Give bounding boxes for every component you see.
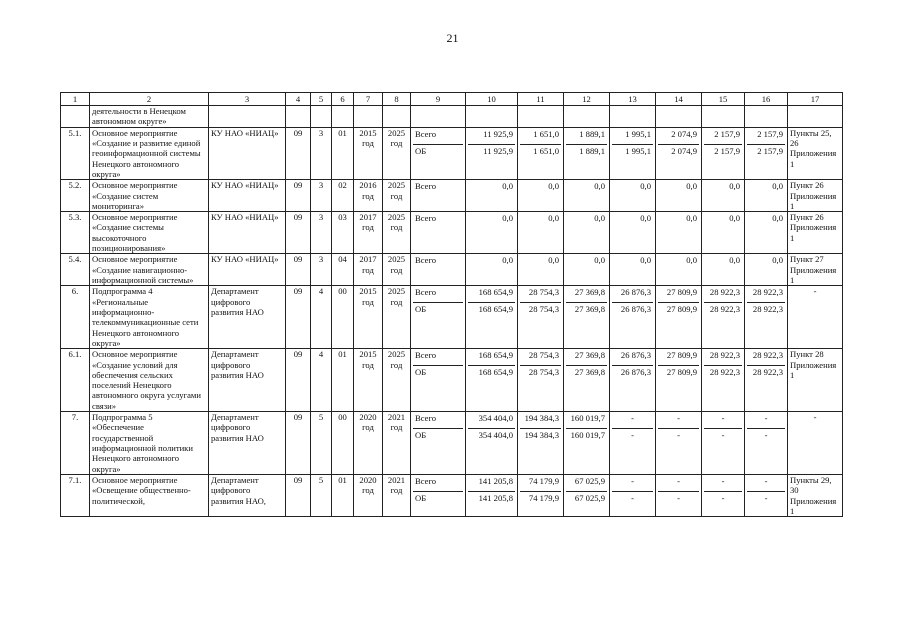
funding-value-cell xyxy=(466,212,518,254)
column-header: 11 xyxy=(518,93,564,106)
funding-value: - xyxy=(677,475,680,486)
funding-value: 1 651,0 xyxy=(533,128,559,139)
funding-value: 160 019,7 xyxy=(570,413,605,424)
funding-value-cell xyxy=(610,412,656,475)
funding-value: 0,0 xyxy=(548,255,559,266)
funding-source: Всего xyxy=(415,255,437,266)
code-pp: 3 xyxy=(311,212,332,254)
funding-value: 2 074,9 xyxy=(671,128,697,139)
funding-value: 194 384,3 xyxy=(520,429,561,446)
funding-value-cell xyxy=(745,474,788,516)
end-year: 2025 год xyxy=(383,254,411,286)
funding-value: - xyxy=(721,475,725,486)
funding-source: ОБ xyxy=(413,366,463,383)
funding-source-cell xyxy=(411,212,466,254)
row-note: Пункты 25, 26 Приложения 1 xyxy=(788,127,843,180)
funding-value-cell xyxy=(745,127,788,180)
funding-value: - xyxy=(612,429,653,446)
funding-value-cell xyxy=(656,127,702,180)
funding-value-cell xyxy=(745,286,788,349)
funding-value: 28 922,3 xyxy=(747,366,785,383)
column-header: 2 xyxy=(90,93,209,106)
column-header: 14 xyxy=(656,93,702,106)
code-om: 03 xyxy=(332,212,354,254)
row-number: 5.1. xyxy=(61,127,90,180)
funding-value: 27 809,9 xyxy=(666,350,697,361)
code-pp: 3 xyxy=(311,127,332,180)
code-gp: 09 xyxy=(286,212,311,254)
funding-value: 67 025,9 xyxy=(574,475,605,486)
table-row xyxy=(61,474,843,516)
funding-value-cell xyxy=(610,127,656,180)
funding-value: 27 809,9 xyxy=(666,287,697,298)
column-header: 13 xyxy=(610,93,656,106)
funding-value: 27 809,9 xyxy=(658,303,699,320)
funding-value-cell xyxy=(564,254,610,286)
code-pp: 3 xyxy=(311,254,332,286)
funding-value-cell xyxy=(466,349,518,412)
funding-value-cell xyxy=(656,212,702,254)
funding-value-cell xyxy=(610,180,656,212)
funding-value-cell xyxy=(745,212,788,254)
row-note: Пункты 29, 30 Приложения 1 xyxy=(788,474,843,516)
funding-value: 28 754,3 xyxy=(528,287,559,298)
funding-value: 194 384,3 xyxy=(524,413,559,424)
funding-value-cell xyxy=(564,286,610,349)
column-header: 5 xyxy=(311,93,332,106)
funding-value: 27 369,8 xyxy=(574,287,605,298)
budget-table xyxy=(60,92,843,517)
funding-value: 0,0 xyxy=(594,255,605,266)
funding-value-cell xyxy=(518,349,564,412)
funding-value-cell xyxy=(702,180,745,212)
funding-value: 2 157,9 xyxy=(704,144,742,161)
funding-value: 0,0 xyxy=(640,181,651,192)
funding-value: 0,0 xyxy=(686,255,697,266)
row-name: Основное мероприятие «Создание системы высокоточного позиционирования» xyxy=(90,212,209,254)
funding-value-cell xyxy=(656,412,702,475)
funding-value: 28 754,3 xyxy=(528,350,559,361)
row-note: Пункт 26 Приложения 1 xyxy=(788,180,843,212)
column-header: 8 xyxy=(383,93,411,106)
funding-value: 28 922,3 xyxy=(747,303,785,320)
row-number: 5.3. xyxy=(61,212,90,254)
code-gp: 09 xyxy=(286,286,311,349)
start-year: 2015 год xyxy=(354,286,383,349)
funding-value: 74 179,9 xyxy=(520,491,561,508)
start-year: 2015 год xyxy=(354,127,383,180)
funding-value: 11 925,9 xyxy=(468,144,515,161)
end-year: 2021 год xyxy=(383,474,411,516)
funding-source: Всего xyxy=(415,413,437,424)
funding-value: - xyxy=(631,475,634,486)
funding-value-cell xyxy=(702,349,745,412)
funding-source: Всего xyxy=(415,181,437,192)
row-executor: КУ НАО «НИАЦ» xyxy=(209,212,286,254)
funding-value: - xyxy=(704,429,742,446)
funding-value-cell xyxy=(702,474,745,516)
funding-value-cell xyxy=(564,180,610,212)
funding-value: - xyxy=(747,429,785,446)
code-om: 00 xyxy=(332,412,354,475)
funding-value: - xyxy=(764,475,768,486)
code-om: 01 xyxy=(332,474,354,516)
continuation-row xyxy=(61,106,843,128)
code-gp: 09 xyxy=(286,474,311,516)
funding-value: 0,0 xyxy=(594,181,605,192)
code-pp: 5 xyxy=(311,474,332,516)
funding-value: 160 019,7 xyxy=(566,429,607,446)
start-year: 2017 год xyxy=(354,254,383,286)
code-om: 01 xyxy=(332,127,354,180)
funding-value: 168 654,9 xyxy=(468,366,515,383)
funding-value: 168 654,9 xyxy=(478,350,513,361)
funding-source: ОБ xyxy=(413,303,463,320)
funding-value-cell xyxy=(466,127,518,180)
funding-value: - xyxy=(704,491,742,508)
end-year: 2021 год xyxy=(383,412,411,475)
column-header: 15 xyxy=(702,93,745,106)
row-note: - xyxy=(788,286,843,349)
code-om: 02 xyxy=(332,180,354,212)
funding-value-cell xyxy=(656,254,702,286)
funding-value: 2 157,9 xyxy=(714,128,740,139)
funding-value: 0,0 xyxy=(686,213,697,224)
funding-source-cell xyxy=(411,474,466,516)
funding-source: ОБ xyxy=(413,491,463,508)
funding-value-cell xyxy=(610,286,656,349)
column-header: 4 xyxy=(286,93,311,106)
funding-value: 26 876,3 xyxy=(620,350,651,361)
funding-value: 28 754,3 xyxy=(520,366,561,383)
funding-value-cell xyxy=(656,286,702,349)
funding-value: 26 876,3 xyxy=(612,303,653,320)
row-executor: Департамент цифрового развития НАО xyxy=(209,286,286,349)
funding-value: 0,0 xyxy=(729,181,740,192)
end-year: 2025 год xyxy=(383,127,411,180)
end-year: 2025 год xyxy=(383,286,411,349)
funding-value: 354 404,0 xyxy=(478,413,513,424)
funding-source: Всего xyxy=(415,287,437,298)
funding-value-cell xyxy=(518,474,564,516)
funding-value: 0,0 xyxy=(772,213,783,224)
funding-value: 1 889,1 xyxy=(566,144,607,161)
funding-value: 67 025,9 xyxy=(566,491,607,508)
row-number: 7.1. xyxy=(61,474,90,516)
funding-value: 168 654,9 xyxy=(478,287,513,298)
column-header: 17 xyxy=(788,93,843,106)
funding-value-cell xyxy=(610,254,656,286)
funding-value: 1 889,1 xyxy=(579,128,605,139)
row-note: Пункт 28 Приложения 1 xyxy=(788,349,843,412)
funding-value: 26 876,3 xyxy=(612,366,653,383)
row-name: Подпрограмма 5 «Обеспечение государственной информационной политики Ненецкого автономного округа» xyxy=(90,412,209,475)
code-om: 04 xyxy=(332,254,354,286)
code-gp: 09 xyxy=(286,127,311,180)
table-row xyxy=(61,212,843,254)
column-header: 16 xyxy=(745,93,788,106)
row-note: Пункт 27 Приложения 1 xyxy=(788,254,843,286)
row-number: 6. xyxy=(61,286,90,349)
row-number: 5.2. xyxy=(61,180,90,212)
funding-value-cell xyxy=(466,254,518,286)
funding-value-cell xyxy=(610,212,656,254)
funding-value: 0,0 xyxy=(502,255,513,266)
funding-value: 2 157,9 xyxy=(757,128,783,139)
funding-value-cell xyxy=(518,180,564,212)
code-pp: 5 xyxy=(311,412,332,475)
column-header: 3 xyxy=(209,93,286,106)
row-number: 6.1. xyxy=(61,349,90,412)
funding-value: 11 925,9 xyxy=(483,128,513,139)
end-year: 2025 год xyxy=(383,349,411,412)
row-number: 7. xyxy=(61,412,90,475)
funding-value-cell xyxy=(610,349,656,412)
table-row xyxy=(61,127,843,180)
funding-source: Всего xyxy=(415,213,437,224)
end-year: 2025 год xyxy=(383,212,411,254)
funding-value: 27 369,8 xyxy=(566,303,607,320)
table-row xyxy=(61,286,843,349)
funding-value-cell xyxy=(702,127,745,180)
funding-value: - xyxy=(631,413,634,424)
funding-value-cell xyxy=(656,349,702,412)
funding-value: 27 369,8 xyxy=(566,366,607,383)
code-gp: 09 xyxy=(286,349,311,412)
funding-value: 2 157,9 xyxy=(747,144,785,161)
funding-value-cell xyxy=(702,412,745,475)
funding-value: 28 922,3 xyxy=(709,350,740,361)
funding-value-cell xyxy=(466,286,518,349)
funding-value-cell xyxy=(564,474,610,516)
funding-value: 28 754,3 xyxy=(520,303,561,320)
row-executor: Департамент цифрового развития НАО, xyxy=(209,474,286,516)
funding-value: 1 651,0 xyxy=(520,144,561,161)
funding-value-cell xyxy=(564,412,610,475)
funding-value-cell xyxy=(610,474,656,516)
funding-value: - xyxy=(612,491,653,508)
funding-value: - xyxy=(658,429,699,446)
funding-value: 28 922,3 xyxy=(704,366,742,383)
table-row xyxy=(61,254,843,286)
code-om: 01 xyxy=(332,349,354,412)
start-year: 2015 год xyxy=(354,349,383,412)
funding-value: 141 205,8 xyxy=(478,475,513,486)
funding-value-cell xyxy=(702,212,745,254)
funding-value: 0,0 xyxy=(772,181,783,192)
funding-value: 168 654,9 xyxy=(468,303,515,320)
funding-source: ОБ xyxy=(413,429,463,446)
row-name: Основное мероприятие «Освещение общественно-политической, xyxy=(90,474,209,516)
start-year: 2017 год xyxy=(354,212,383,254)
funding-value: 0,0 xyxy=(548,213,559,224)
funding-value: 28 922,3 xyxy=(709,287,740,298)
column-header: 12 xyxy=(564,93,610,106)
table-row xyxy=(61,349,843,412)
row-name: Основное мероприятие «Создание и развитие единой геоинформационной системы Ненецкого автономного округа» xyxy=(90,127,209,180)
funding-value-cell xyxy=(745,180,788,212)
column-header: 1 xyxy=(61,93,90,106)
funding-source: ОБ xyxy=(413,144,463,161)
funding-value: 26 876,3 xyxy=(620,287,651,298)
funding-value-cell xyxy=(466,412,518,475)
funding-value: 0,0 xyxy=(729,255,740,266)
end-year: 2025 год xyxy=(383,180,411,212)
funding-value-cell xyxy=(466,474,518,516)
funding-source: Всего xyxy=(415,128,437,139)
start-year: 2020 год xyxy=(354,412,383,475)
funding-value: 0,0 xyxy=(640,213,651,224)
funding-value-cell xyxy=(518,212,564,254)
funding-source: Всего xyxy=(415,350,437,361)
code-pp: 3 xyxy=(311,180,332,212)
page-number: 21 xyxy=(446,31,459,45)
row-name: Основное мероприятие «Создание навигационно-информационной системы» xyxy=(90,254,209,286)
start-year: 2020 год xyxy=(354,474,383,516)
funding-source-cell xyxy=(411,180,466,212)
funding-value: 0,0 xyxy=(686,181,697,192)
funding-value: 2 074,9 xyxy=(658,144,699,161)
funding-value: 27 809,9 xyxy=(658,366,699,383)
funding-value-cell xyxy=(564,349,610,412)
row-note: Пункт 26 Приложения 1 xyxy=(788,212,843,254)
funding-value: 0,0 xyxy=(548,181,559,192)
funding-value: - xyxy=(721,413,725,424)
funding-value: 27 369,8 xyxy=(574,350,605,361)
code-pp: 4 xyxy=(311,286,332,349)
funding-value-cell xyxy=(745,349,788,412)
funding-source-cell xyxy=(411,127,466,180)
funding-value-cell xyxy=(564,212,610,254)
column-header: 9 xyxy=(411,93,466,106)
funding-value-cell xyxy=(466,180,518,212)
funding-value: 0,0 xyxy=(772,255,783,266)
header-row xyxy=(61,93,843,106)
funding-value-cell xyxy=(518,127,564,180)
funding-source-cell xyxy=(411,254,466,286)
row-name: Основное мероприятие «Создание условий для обеспечения сельских поселений Ненецкого автономного округа услугами связи» xyxy=(90,349,209,412)
funding-value: - xyxy=(677,413,680,424)
row-name: Подпрограмма 4 «Региональные информационно-телекоммуникационные сети Ненецкого автономного округа» xyxy=(90,286,209,349)
funding-value-cell xyxy=(745,412,788,475)
row-executor: КУ НАО «НИАЦ» xyxy=(209,180,286,212)
row-executor: Департамент цифрового развития НАО xyxy=(209,412,286,475)
code-gp: 09 xyxy=(286,412,311,475)
funding-value-cell xyxy=(518,254,564,286)
funding-value: 1 995,1 xyxy=(612,144,653,161)
column-header: 10 xyxy=(466,93,518,106)
funding-value: 0,0 xyxy=(502,181,513,192)
funding-value: 1 995,1 xyxy=(625,128,651,139)
funding-value-cell xyxy=(656,474,702,516)
funding-source-cell xyxy=(411,286,466,349)
row-executor: КУ НАО «НИАЦ» xyxy=(209,254,286,286)
row-executor: КУ НАО «НИАЦ» xyxy=(209,127,286,180)
row-name: Основное мероприятие «Создание систем мониторинга» xyxy=(90,180,209,212)
column-header: 6 xyxy=(332,93,354,106)
table-row xyxy=(61,412,843,475)
row-executor: Департамент цифрового развития НАО xyxy=(209,349,286,412)
funding-value-cell xyxy=(745,254,788,286)
funding-value: 0,0 xyxy=(640,255,651,266)
funding-value: 74 179,9 xyxy=(528,475,559,486)
funding-value: 0,0 xyxy=(729,213,740,224)
funding-value: - xyxy=(764,413,768,424)
funding-value: - xyxy=(747,491,785,508)
funding-source: Всего xyxy=(415,475,437,486)
funding-value: - xyxy=(658,491,699,508)
column-header: 7 xyxy=(354,93,383,106)
funding-value-cell xyxy=(518,286,564,349)
funding-value: 28 922,3 xyxy=(752,287,783,298)
funding-value-cell xyxy=(518,412,564,475)
funding-value-cell xyxy=(656,180,702,212)
funding-value: 354 404,0 xyxy=(468,429,515,446)
continuation-text: деятельности в Ненецком автономном округе» xyxy=(90,106,209,128)
funding-source-cell xyxy=(411,349,466,412)
row-number: 5.4. xyxy=(61,254,90,286)
start-year: 2016 год xyxy=(354,180,383,212)
funding-value-cell xyxy=(702,286,745,349)
funding-value: 141 205,8 xyxy=(468,491,515,508)
funding-source-cell xyxy=(411,412,466,475)
code-gp: 09 xyxy=(286,180,311,212)
funding-value: 0,0 xyxy=(594,213,605,224)
table-row xyxy=(61,180,843,212)
row-note: - xyxy=(788,412,843,475)
funding-value-cell xyxy=(702,254,745,286)
code-om: 00 xyxy=(332,286,354,349)
funding-value: 28 922,3 xyxy=(704,303,742,320)
code-pp: 4 xyxy=(311,349,332,412)
funding-value: 0,0 xyxy=(502,213,513,224)
funding-value: 28 922,3 xyxy=(752,350,783,361)
funding-value-cell xyxy=(564,127,610,180)
code-gp: 09 xyxy=(286,254,311,286)
